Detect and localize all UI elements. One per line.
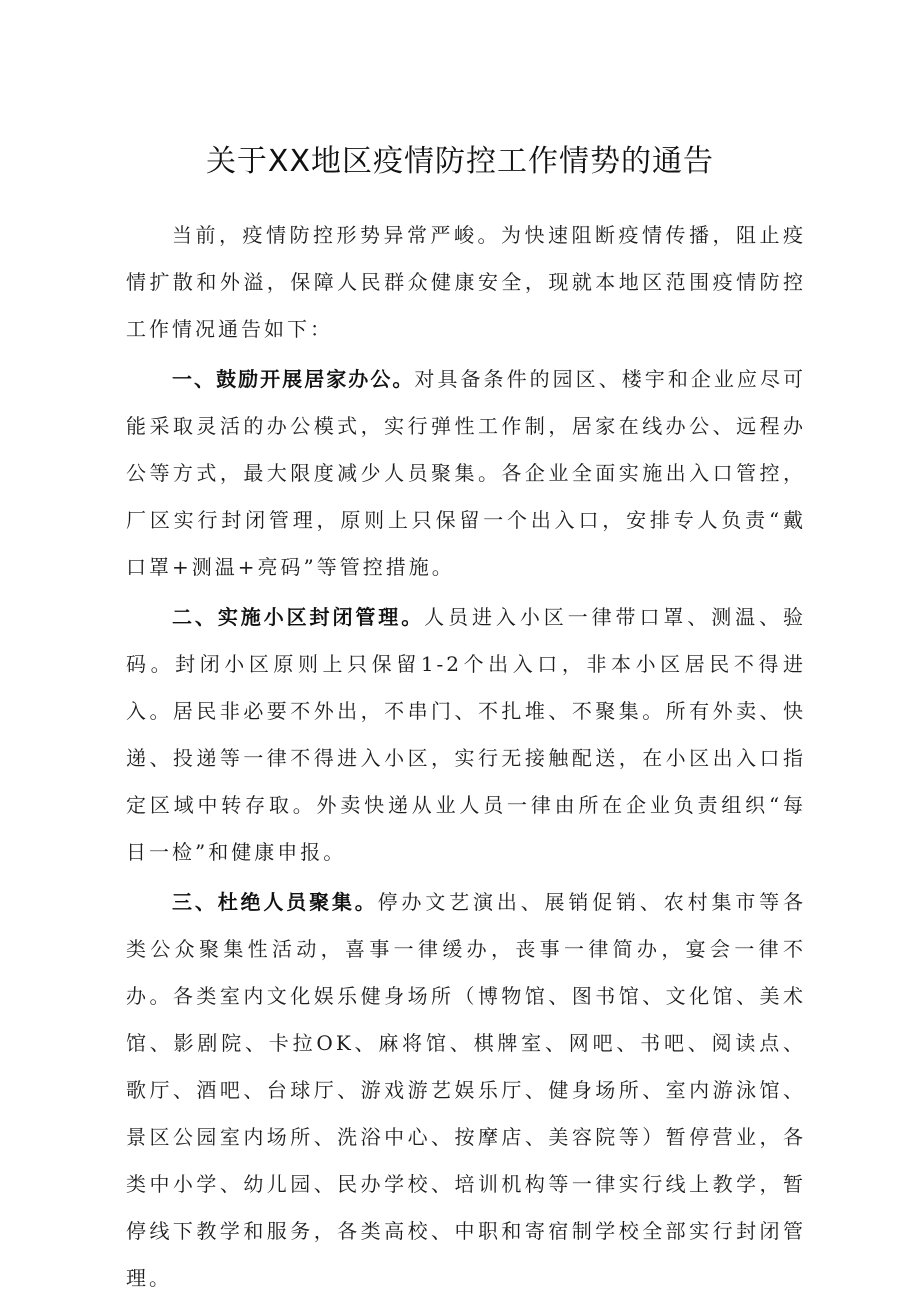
section-heading-3: 三、杜绝人员聚集。 bbox=[172, 890, 378, 914]
section-paragraph-1 bbox=[126, 356, 806, 591]
section-paragraph-2 bbox=[126, 594, 806, 876]
section-text-2: 人员进入小区一律带口罩、测温、验码。封闭小区原则上只保留1-2个出入口，非本小区居民不得进入。居民非必要不外出，不串门、不扎堆、不聚集。所有外卖、快递、投递等一律不得进入小区，实行无接触配送，在小区出入口指定区域中转存取。外卖快递从业人员一律由所在企业负责组织“每日一检”和健康申报。 bbox=[126, 605, 807, 864]
section-heading-1: 一、鼓励开展居家办公。 bbox=[172, 367, 415, 391]
section-text-1: 对具备条件的园区、楼宇和企业应尽可能采取灵活的办公模式，实行弹性工作制，居家在线办公、远程办公等方式，最大限度减少人员聚集。各企业全面实施出入口管控，厂区实行封闭管理，原则上只保留一个出入口，安排专人负责“戴口罩+测温+亮码”等管控措施。 bbox=[126, 367, 807, 579]
intro-paragraph: 当前，疫情防控形势异常严峻。为快速阻断疫情传播，阻止疫情扩散和外溢，保障人民群众健康安全，现就本地区范围疫情防控工作情况通告如下： bbox=[126, 223, 806, 341]
section-text-3: 停办文艺演出、展销促销、农村集市等各类公众聚集性活动，喜事一律缓办，丧事一律简办，宴会一律不办。各类室内文化娱乐健身场所（博物馆、图书馆、文化馆、美术馆、影剧院、卡拉OK、麻将馆、棋牌室、网吧、书吧、阅读点、歌厅、酒吧、台球厅、游戏游艺娱乐厅、健身场所、室内游泳馆、景区公园室内场所、洗浴中心、按摩店、美容院等）暂停营业，各类中小学、幼儿园、民办学校、培训机构等一律实行线上教学，暂停线下教学和服务，各类高校、中职和寄宿制学校全部实行封闭管理。 bbox=[126, 890, 807, 1290]
page-title: 关于XX地区疫情防控工作情势的通告 bbox=[205, 144, 715, 179]
section-paragraph-3 bbox=[126, 879, 806, 1302]
section-heading-2: 二、实施小区封闭管理。 bbox=[172, 605, 425, 629]
document-body bbox=[126, 212, 806, 1305]
